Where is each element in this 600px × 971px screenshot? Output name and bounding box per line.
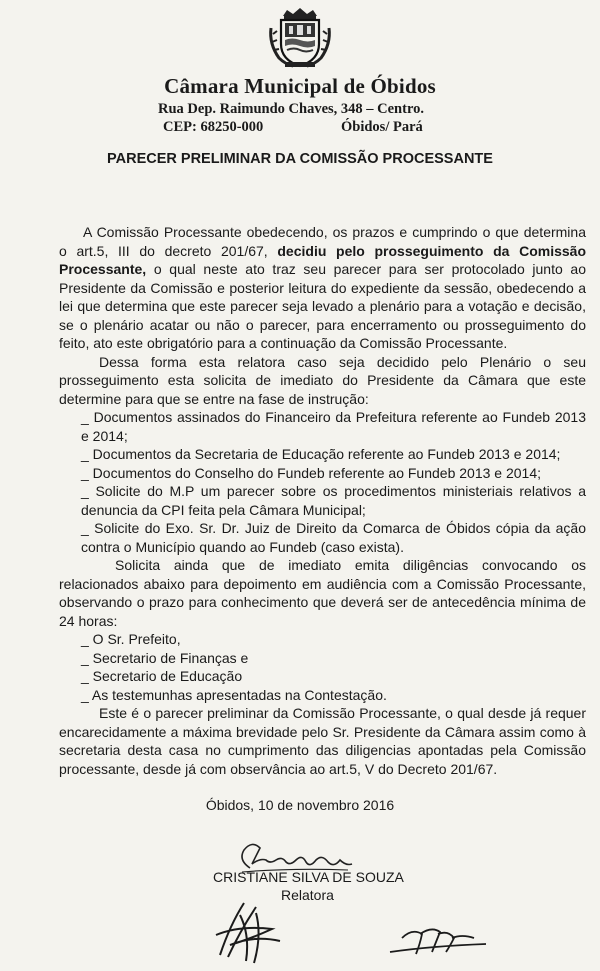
- header-address: Rua Dep. Raimundo Chaves, 348 – Centro.: [158, 101, 424, 117]
- paragraph-1-rest: o qual neste ato traz seu parecer para ser protocolado junto ao Presidente da Comissão e posterior leitura do expediente da sessão, obedecendo a lei que determina que este parecer seja levado a plenário para a votação e decisão, se o plenário acatar ou não o parecer, para encerramento ou prosseguimento do feito, ato este obrigatório para a continuação da Comissão Processante.: [59, 261, 586, 351]
- header-cep: CEP: 68250-000: [163, 119, 264, 135]
- witness-list: [59, 630, 586, 704]
- list-item: _ Documentos assinados do Financeiro da Prefeitura referente ao Fundeb 2013 e 2014;: [81, 409, 586, 444]
- paragraph-1-intro: A Comissão Processante obedecendo, os prazos e cumprindo o que determina o art.5, III do decreto 201/67,: [59, 224, 586, 259]
- list-item: _ Documentos da Secretaria de Educação referente ao Fundeb 2013 e 2014;: [81, 446, 561, 462]
- instruction-list: [59, 408, 586, 556]
- document-body: [59, 223, 586, 778]
- signatory-name: CRISTIANE SILVA DE SOUZA: [213, 869, 404, 885]
- signatory-role: Relatora: [281, 887, 334, 903]
- list-item: _ As testemunhas apresentadas na Contestação.: [81, 686, 387, 703]
- list-item: _ Secretario de Finanças e: [81, 649, 249, 666]
- coat-of-arms-icon: [267, 6, 333, 68]
- paragraph-4: Este é o parecer preliminar da Comissão Processante, o qual desde já requer encarecidamente a máxima brevidade pelo Sr. Presidente da Câmara assim como à secretaria desta casa no cumprimento das diligencias apontadas pela Comissão processante, desde já com observância ao art.5, V do Decreto 201/67.: [59, 705, 586, 777]
- document-title: PARECER PRELIMINAR DA COMISSÃO PROCESSANTE: [107, 151, 493, 167]
- member-signature-left: [210, 895, 290, 965]
- list-item: _ Solicite do Exo. Sr. Dr. Juiz de Direito da Comarca de Óbidos cópia da ação contra o Município quando ao Fundeb (caso exista).: [81, 520, 586, 555]
- list-item: _ Solicite do M.P um parecer sobre os procedimentos ministeriais relativos a denuncia da CPI feita pela Câmara Municipal;: [81, 483, 586, 518]
- list-item: _ O Sr. Prefeito,: [81, 631, 181, 647]
- member-signature-right: [382, 908, 492, 963]
- list-item: _ Documentos do Conselho do Fundeb referente ao Fundeb 2013 e 2014;: [81, 464, 541, 481]
- paragraph-1: [59, 223, 586, 353]
- header-city: Óbidos/ Pará: [341, 119, 423, 135]
- list-item: _ Secretario de Educação: [81, 668, 243, 684]
- document-date: Óbidos, 10 de novembro 2016: [205, 797, 395, 813]
- paragraph-3: Solicita ainda que de imediato emita diligências convocando os relacionados abaixo para depoimento em audiência com a Comissão Processante, observando o prazo para conhecimento que deverá ser de antecedência mínima de 24 horas:: [59, 557, 586, 629]
- paragraph-1-decision: decidiu pelo prosseguimento da Comissão Processante,: [59, 242, 586, 277]
- paragraph-2: Dessa forma esta relatora caso seja decidido pelo Plenário o seu prosseguimento esta solicita de imediato do Presidente da Câmara que este determine para que se entre na fase de instrução:: [59, 353, 586, 407]
- header-title: Câmara Municipal de Óbidos: [164, 74, 436, 98]
